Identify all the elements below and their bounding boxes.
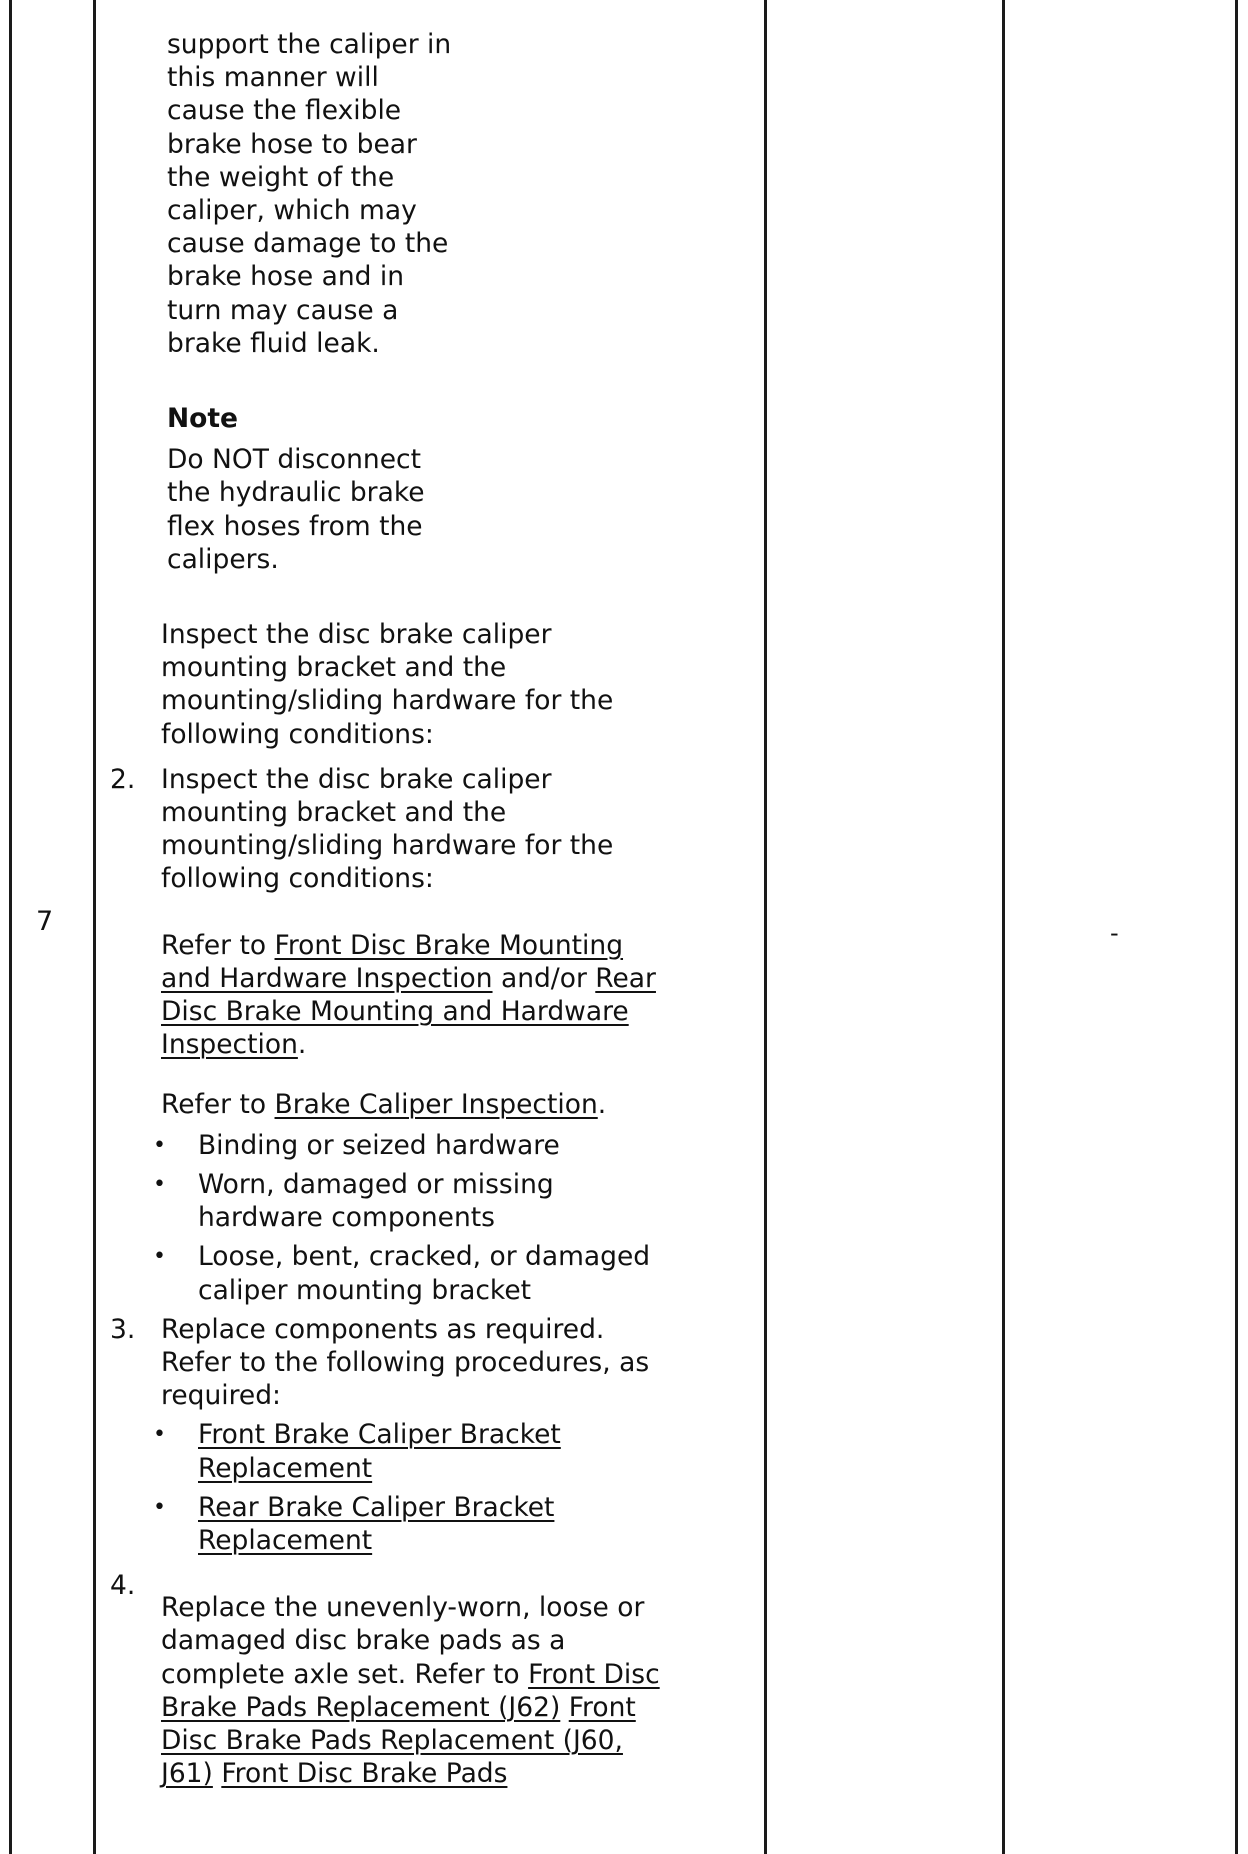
- caution-line: cause the flexible: [167, 95, 402, 127]
- condition-text: caliper mounting bracket: [198, 1274, 532, 1306]
- note-line: Do NOT disconnect: [167, 444, 421, 476]
- procedure-item: [95, 1491, 725, 1557]
- inspect-line: mounting bracket and the: [161, 652, 507, 684]
- condition-text: Loose, bent, cracked, or damaged: [198, 1241, 651, 1273]
- bullet-icon: •: [153, 1244, 166, 1270]
- caution-line: brake hose and in: [167, 261, 405, 293]
- procedure-item: [95, 1418, 725, 1484]
- step-3: [95, 1313, 725, 1413]
- step-3-line: Replace components as required.: [161, 1313, 605, 1345]
- caution-line: this manner will: [167, 62, 379, 94]
- bullet-icon: •: [153, 1422, 166, 1448]
- condition-text: Binding or seized hardware: [198, 1129, 560, 1161]
- caution-line: support the caliper in: [167, 29, 452, 60]
- front-disc-brake-pads-j60-link[interactable]: Front: [568, 1691, 636, 1723]
- refer-suffix: .: [597, 1089, 607, 1121]
- rear-brake-caliper-bracket-link[interactable]: Rear Brake Caliper Bracket: [198, 1491, 555, 1523]
- refer-middle: and/or: [492, 962, 596, 994]
- refer-caliper-paragraph: [95, 1088, 725, 1121]
- front-disc-brake-pads-j60-link[interactable]: Disc Brake Pads Replacement (J60,: [161, 1724, 623, 1756]
- table-border-col3: [1002, 0, 1005, 1854]
- caution-line: brake hose to bear: [167, 128, 417, 160]
- step-2: [95, 763, 725, 896]
- condition-item: [95, 1129, 725, 1162]
- condition-item: [95, 1240, 725, 1306]
- step-2-number: 2.: [110, 763, 136, 795]
- step-2-line: Inspect the disc brake caliper: [161, 763, 552, 795]
- table-border-col2: [764, 0, 767, 1854]
- step-4-line: complete axle set. Refer to: [161, 1658, 529, 1690]
- note-line: calipers.: [167, 543, 279, 575]
- refer-prefix: Refer to: [161, 1089, 275, 1121]
- table-border-right: [1235, 0, 1238, 1854]
- front-disc-brake-pads-j62-link[interactable]: Brake Pads Replacement (J62): [161, 1691, 561, 1723]
- note-line: flex hoses from the: [167, 510, 423, 542]
- step-3-line: required:: [161, 1380, 281, 1412]
- rear-disc-brake-mounting-link[interactable]: Rear: [595, 962, 656, 994]
- step-4-line: damaged disc brake pads as a: [161, 1625, 566, 1657]
- bullet-icon: •: [153, 1494, 166, 1520]
- inspect-paragraph: [95, 618, 725, 751]
- step-2-line: mounting/sliding hardware for the: [161, 830, 614, 862]
- refer-prefix: Refer to: [161, 929, 275, 961]
- inspect-line: mounting/sliding hardware for the: [161, 685, 614, 717]
- rear-disc-brake-mounting-link[interactable]: Disc Brake Mounting and Hardware: [161, 996, 629, 1028]
- inspect-line: Inspect the disc brake caliper: [161, 619, 552, 651]
- front-disc-brake-mounting-link[interactable]: and Hardware Inspection: [161, 962, 493, 994]
- step-4: [95, 1569, 725, 1790]
- caution-line: cause damage to the: [167, 228, 449, 260]
- table-border-left: [9, 0, 12, 1854]
- condition-item: [95, 1168, 725, 1234]
- step-2-line: following conditions:: [161, 863, 434, 895]
- refer-mounting-paragraph: [95, 929, 725, 1062]
- caution-line: turn may cause a: [167, 294, 399, 326]
- caution-line: caliper, which may: [167, 195, 417, 227]
- step-number: 7: [36, 906, 54, 937]
- front-disc-brake-pads-j60-link[interactable]: J61): [161, 1758, 213, 1790]
- caution-line: the weight of the: [167, 161, 395, 193]
- front-disc-brake-pads-link[interactable]: Front Disc Brake Pads: [221, 1758, 508, 1790]
- front-disc-brake-mounting-link[interactable]: Front Disc Brake Mounting: [274, 929, 624, 961]
- brake-caliper-inspection-link[interactable]: Brake Caliper Inspection: [274, 1089, 598, 1121]
- note-block: [95, 402, 725, 576]
- rear-brake-caliper-bracket-link[interactable]: Replacement: [198, 1524, 373, 1556]
- bullet-icon: •: [153, 1171, 166, 1197]
- procedure-content: [95, 28, 725, 1790]
- front-brake-caliper-bracket-link[interactable]: Front Brake Caliper Bracket: [198, 1419, 561, 1451]
- note-line: the hydraulic brake: [167, 477, 425, 509]
- caution-text: [95, 28, 725, 360]
- step-4-line: Replace the unevenly-worn, loose or: [161, 1592, 645, 1624]
- step-2-line: mounting bracket and the: [161, 797, 507, 829]
- front-brake-caliper-bracket-link[interactable]: Replacement: [198, 1452, 373, 1484]
- front-disc-brake-pads-j62-link[interactable]: Front Disc: [528, 1658, 660, 1690]
- step-3-number: 3.: [110, 1313, 136, 1345]
- step-4-number: 4.: [110, 1570, 136, 1602]
- caution-line: brake fluid leak.: [167, 327, 380, 359]
- result-cell: -: [1110, 919, 1119, 947]
- condition-text: Worn, damaged or missing: [198, 1168, 554, 1200]
- refer-suffix: .: [297, 1029, 307, 1061]
- bullet-icon: •: [153, 1132, 166, 1158]
- inspect-line: following conditions:: [161, 718, 434, 750]
- step-3-line: Refer to the following procedures, as: [161, 1346, 650, 1378]
- condition-text: hardware components: [198, 1202, 495, 1234]
- note-title: Note: [167, 403, 239, 435]
- rear-disc-brake-mounting-link[interactable]: Inspection: [161, 1029, 298, 1061]
